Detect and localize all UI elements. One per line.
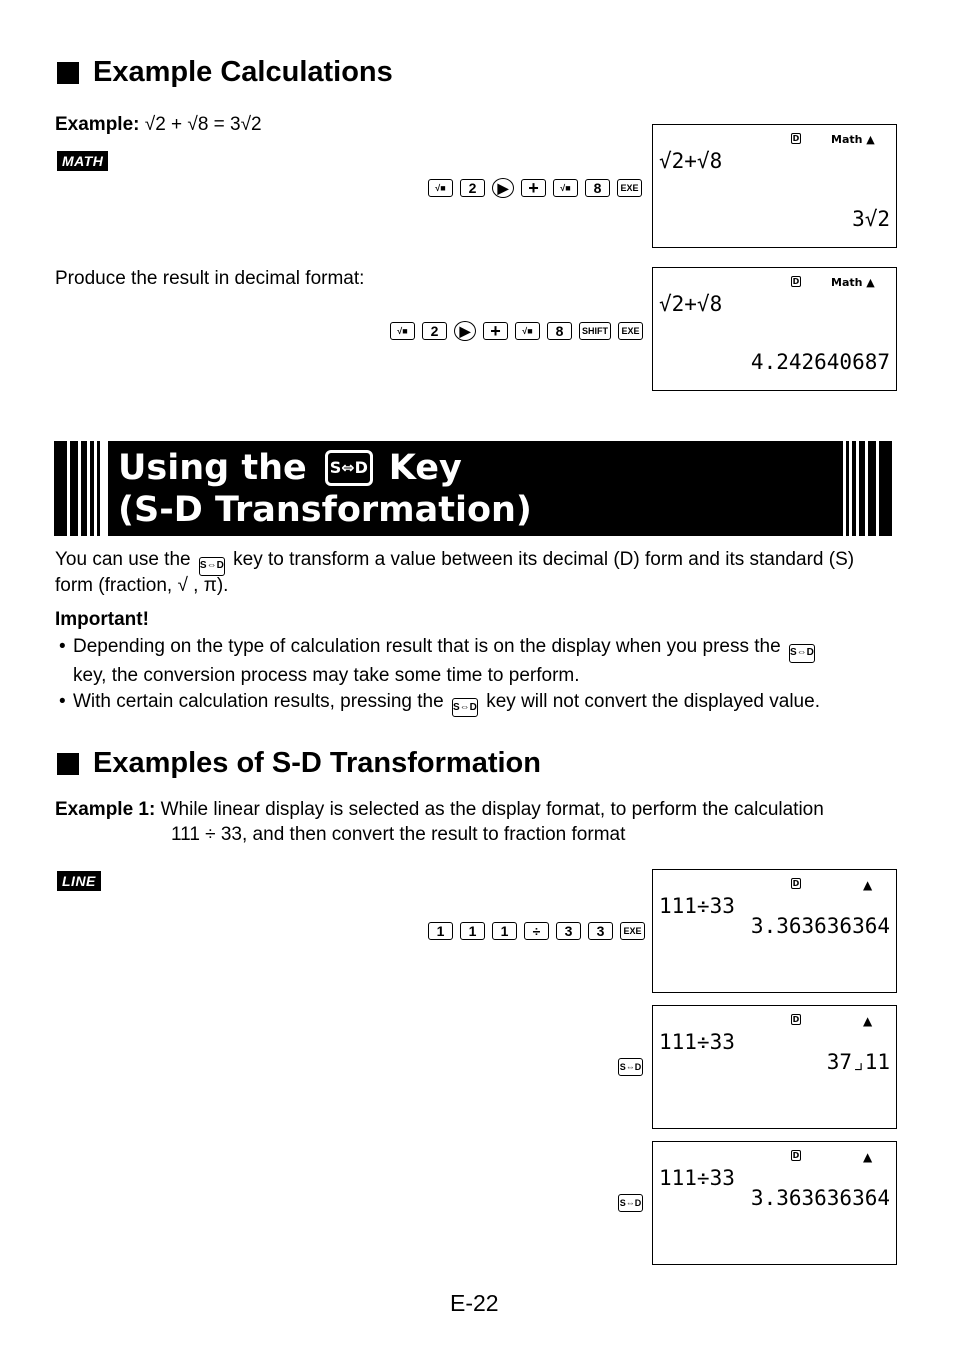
digit-1-key[interactable]: 1	[428, 922, 453, 940]
display-input-line: 111÷33	[659, 894, 735, 918]
section-banner	[108, 441, 843, 536]
sqrt-key[interactable]: √■	[428, 179, 453, 197]
example1-label: Example 1:	[55, 799, 156, 820]
intro-text-post: key to transform a value between its decimal (D) form and its standard (S)	[233, 549, 855, 570]
calculator-display-c	[652, 869, 897, 993]
example1-text1: While linear display is selected as the display format, to perform the calculation	[160, 799, 824, 820]
calculator-display-b	[652, 267, 897, 391]
decimal-indicator: D	[792, 1151, 800, 1160]
display-result-line: 37⌟11	[826, 1050, 890, 1074]
digit-3-key[interactable]: 3	[588, 922, 613, 940]
important-list	[55, 634, 915, 717]
decimal-indicator: D	[792, 1015, 800, 1024]
sqrt-key[interactable]: √■	[515, 322, 540, 340]
sqrt-key[interactable]: √■	[390, 322, 415, 340]
sqrt-key[interactable]: √■	[553, 179, 578, 197]
example-expression: √2 + √8 = 3√2	[144, 114, 262, 135]
list-item	[55, 689, 915, 718]
sd-key-icon: S⇔D	[789, 644, 815, 663]
banner-left-stripes	[54, 441, 100, 536]
sd-key-icon: S⇔D	[199, 557, 225, 576]
calculator-display-e	[652, 1141, 897, 1265]
up-arrow-indicator: ▲	[863, 1014, 873, 1028]
banner-title-line1	[118, 447, 462, 489]
key-sequence-b	[390, 321, 643, 341]
banner-title-post: Key	[388, 448, 462, 488]
bullet2-pre: With certain calculation results, pressing the	[73, 690, 444, 712]
sd-key[interactable]: S⇔D	[618, 1058, 643, 1076]
section2-title: Examples of S-D Transformation	[93, 747, 541, 779]
list-item	[55, 634, 915, 689]
right-arrow-key[interactable]: ▶	[492, 178, 514, 198]
section1-title: Example Calculations	[93, 56, 393, 88]
intro-paragraph-line2: form (fraction, √ , π).	[55, 575, 229, 596]
display-result-line: 3.363636364	[750, 914, 890, 938]
key-sequence-a	[428, 178, 642, 198]
key-sequence-c	[428, 922, 645, 940]
section-square-icon	[57, 62, 79, 84]
page-number: E-22	[450, 1290, 499, 1316]
banner-title-pre: Using the	[118, 448, 307, 488]
shift-key[interactable]: SHIFT	[579, 322, 611, 340]
example-label: Example:	[55, 114, 140, 135]
important-label: Important!	[55, 609, 149, 630]
display-result-line: 3.363636364	[750, 1186, 890, 1210]
right-arrow-key[interactable]: ▶	[454, 321, 476, 341]
digit-2-key[interactable]: 2	[422, 322, 447, 340]
decimal-indicator: D	[792, 134, 800, 143]
sd-key-icon: S⇔D	[325, 450, 373, 486]
display-input-line: √2+√8	[659, 149, 723, 173]
up-arrow-indicator: ▲	[863, 1150, 873, 1164]
decimal-indicator: D	[792, 277, 800, 286]
digit-1-key[interactable]: 1	[492, 922, 517, 940]
section-title-sd-examples	[57, 747, 541, 780]
math-mode-tag: MATH	[57, 151, 108, 171]
bullet1-pre: Depending on the type of calculation result that is on the display when you press the	[73, 636, 781, 657]
intro-text-pre: You can use the	[55, 549, 191, 570]
display-input-line: 111÷33	[659, 1166, 735, 1190]
digit-1-key[interactable]: 1	[460, 922, 485, 940]
calculator-display-d	[652, 1005, 897, 1129]
exe-key[interactable]: EXE	[617, 179, 642, 197]
display-input-line: 111÷33	[659, 1030, 735, 1054]
bullet1-post: key, the conversion process may take some time to perform.	[73, 664, 580, 686]
sd-key-step2	[618, 1058, 643, 1076]
intro-paragraph-line1	[55, 547, 905, 576]
banner-right-stripes	[846, 441, 892, 536]
divide-key[interactable]: ÷	[524, 922, 549, 940]
display-result-line: 4.242640687	[750, 350, 890, 374]
calculator-display-a	[652, 124, 897, 248]
sd-key-step3	[618, 1194, 643, 1212]
section-title-example-calculations	[57, 56, 393, 89]
decimal-format-text: Produce the result in decimal format:	[55, 268, 365, 289]
digit-2-key[interactable]: 2	[460, 179, 485, 197]
bullet2-post: key will not convert the displayed value.	[486, 690, 820, 712]
line-mode-tag: LINE	[57, 871, 101, 891]
digit-8-key[interactable]: 8	[585, 179, 610, 197]
digit-8-key[interactable]: 8	[547, 322, 572, 340]
sd-key-icon: S⇔D	[452, 698, 478, 717]
section-square-icon	[57, 753, 79, 775]
example1-line1	[55, 797, 915, 823]
display-result-line: 3√2	[852, 207, 890, 231]
digit-3-key[interactable]: 3	[556, 922, 581, 940]
display-input-line: √2+√8	[659, 292, 723, 316]
plus-key[interactable]: +	[521, 179, 546, 197]
banner-title-line2: (S-D Transformation)	[118, 490, 532, 530]
decimal-indicator: D	[792, 879, 800, 888]
up-arrow-indicator: ▲	[863, 878, 873, 892]
math-indicator: Math ▲	[831, 133, 875, 146]
plus-key[interactable]: +	[483, 322, 508, 340]
exe-key[interactable]: EXE	[618, 322, 643, 340]
exe-key[interactable]: EXE	[620, 922, 645, 940]
sd-key[interactable]: S⇔D	[618, 1194, 643, 1212]
example-line	[55, 112, 262, 138]
math-indicator: Math ▲	[831, 276, 875, 289]
example1-text2: 111 ÷ 33, and then convert the result to fraction format	[171, 824, 626, 845]
